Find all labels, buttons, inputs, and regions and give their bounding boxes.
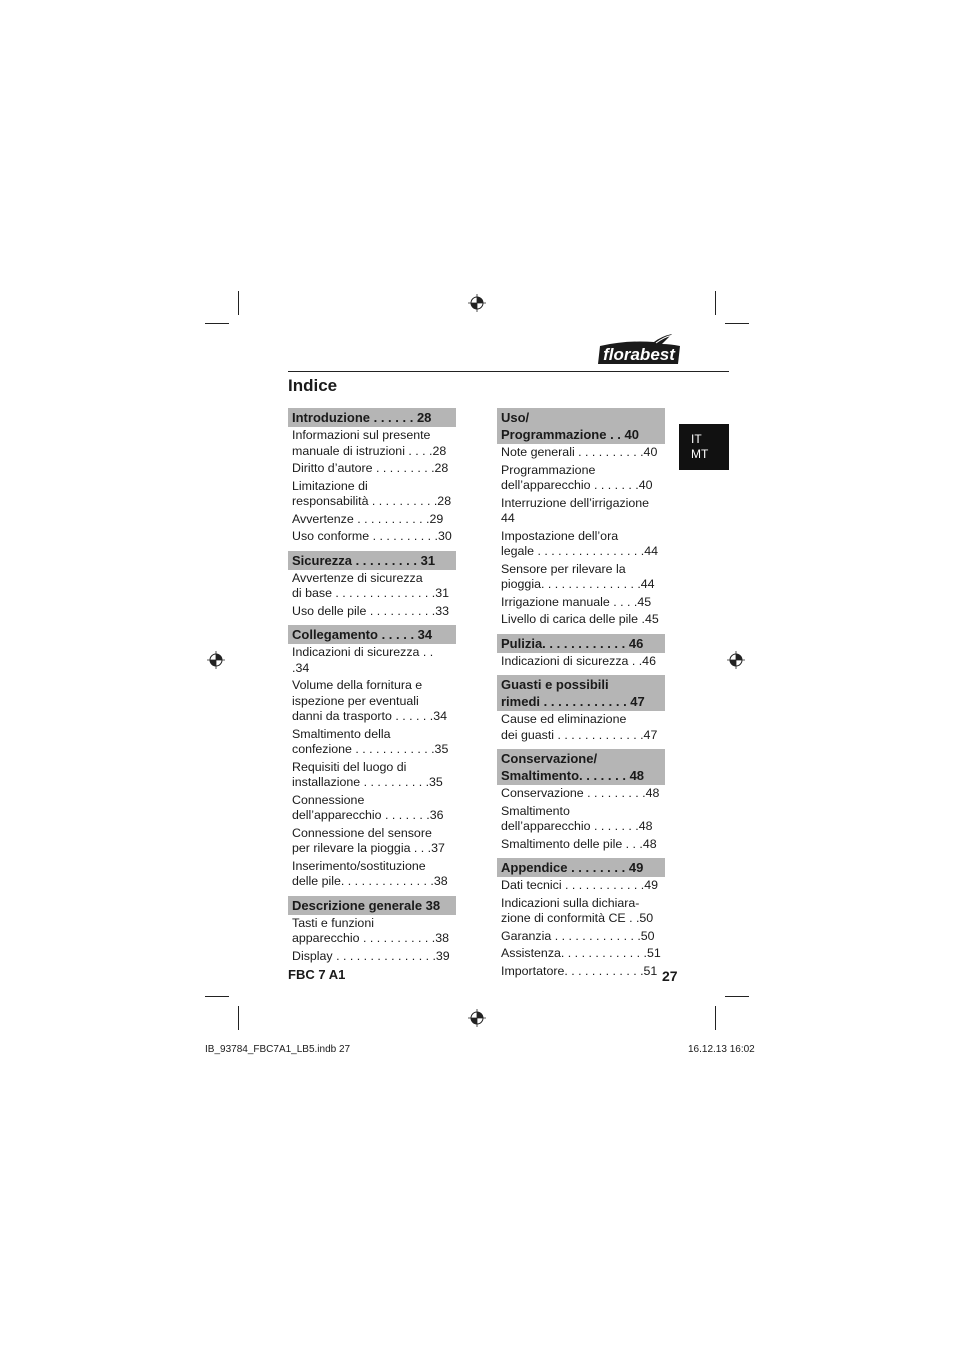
toc-entry-line: Dati tecnici . . . . . . . . . . . .49 (501, 878, 659, 892)
toc-section-heading[interactable] (497, 634, 665, 653)
toc-entry[interactable] (497, 595, 665, 611)
toc-entry[interactable] (497, 562, 665, 593)
toc-entry-line: Smaltimento della (292, 726, 391, 741)
toc-heading-line: rimedi . . . . . . . . . . . . 47 (501, 694, 645, 709)
toc-heading-line: Collegamento . . . . . 34 (292, 627, 433, 642)
slug-date: 16.12.13 16:02 (688, 1044, 755, 1055)
registration-mark-icon (207, 651, 225, 669)
toc-entry-line: Informazioni sul presente (292, 428, 431, 442)
crop-mark (205, 323, 229, 324)
toc-heading-line: Appendice . . . . . . . . 49 (501, 860, 644, 875)
toc-entry[interactable] (497, 786, 665, 802)
toc-heading-line: Guasti e possibili (501, 677, 609, 692)
toc-section (288, 625, 456, 890)
toc-entry[interactable] (497, 529, 665, 560)
toc-entry[interactable] (288, 461, 456, 477)
crop-mark (238, 1006, 239, 1030)
florabest-logo (596, 334, 682, 366)
toc-entry[interactable] (497, 896, 665, 927)
toc-entry[interactable] (288, 529, 456, 545)
toc-entry-line: Conservazione . . . . . . . . .48 (501, 786, 660, 800)
toc-entry[interactable] (497, 612, 665, 628)
toc-entry-line: Indicazioni di sicurezza . .46 (501, 653, 656, 668)
header-rule (288, 371, 729, 372)
crop-mark (205, 996, 229, 997)
toc-entry-line: Indicazioni sulla dichiara- (501, 895, 640, 910)
toc-entry-line: Smaltimento delle pile . . .48 (501, 836, 657, 851)
toc-entry[interactable] (497, 654, 665, 670)
toc-heading-line: Sicurezza . . . . . . . . . 31 (292, 552, 436, 568)
toc-entry[interactable] (288, 793, 456, 824)
toc-entry[interactable] (497, 946, 665, 962)
toc-entry-line: Uso delle pile . . . . . . . . . .33 (292, 603, 450, 618)
toc-entry-line: Programmazione (501, 462, 596, 477)
toc-entry[interactable] (288, 678, 456, 725)
registration-mark-icon (727, 651, 745, 669)
toc-entry-line: Connessione del sensore (292, 825, 432, 840)
toc-entry[interactable] (288, 428, 456, 459)
toc-entry[interactable] (497, 837, 665, 853)
toc-entry[interactable] (288, 859, 456, 890)
toc-entry-line: manuale di istruzioni . . . .28 (292, 443, 447, 458)
toc-section (288, 408, 456, 545)
toc-heading-line: Smaltimento. . . . . . . 48 (501, 768, 645, 783)
toc-entry-line: delle pile. . . . . . . . . . . . . .38 (292, 874, 448, 888)
toc-entry-line: pioggia. . . . . . . . . . . . . . .44 (501, 577, 655, 591)
toc-entry-line: Garanzia . . . . . . . . . . . . .50 (501, 928, 655, 943)
slug-file: IB_93784_FBC7A1_LB5.indb 27 (205, 1044, 351, 1055)
toc-entry-line: Impostazione dell’ora (501, 528, 619, 543)
toc-entry-line: di base . . . . . . . . . . . . . . .31 (292, 586, 450, 600)
toc-section-heading[interactable] (497, 749, 665, 785)
toc-entry-line: Diritto d’autore . . . . . . . . .28 (292, 461, 449, 475)
toc-entry-line: Indicazioni di sicurezza . . .34 (292, 645, 434, 675)
toc-section-heading[interactable] (288, 625, 456, 644)
crop-mark (725, 996, 749, 997)
toc-entry-line: danni da trasporto . . . . . .34 (292, 709, 447, 723)
toc-entry-line: dell’apparecchio . . . . . . .36 (292, 808, 444, 822)
toc-entry-line: Assistenza. . . . . . . . . . . . .51 (501, 946, 661, 960)
crop-mark (238, 291, 239, 315)
toc-entry-line: zione di conformità CE . .50 (501, 911, 654, 925)
language-code: IT (691, 432, 702, 446)
page-title: Indice (288, 376, 338, 395)
toc-entry[interactable] (497, 929, 665, 945)
toc-entry[interactable] (288, 512, 456, 528)
toc-entry-line: Note generali . . . . . . . . . .40 (501, 445, 658, 459)
toc-entry[interactable] (497, 712, 665, 743)
toc-entry[interactable] (288, 916, 456, 947)
toc-entry-line: Volume della fornitura e (292, 678, 423, 692)
toc-section (288, 896, 456, 965)
toc-section (497, 634, 665, 670)
footer-model: FBC 7 A1 (288, 967, 346, 982)
toc-entry-line: per rilevare la pioggia . . .37 (292, 841, 445, 855)
toc-section (288, 551, 456, 620)
toc-entry[interactable] (497, 878, 665, 894)
crop-mark (715, 1006, 716, 1030)
toc-entry-line: Irrigazione manuale . . . .45 (501, 594, 652, 609)
toc-entry-line: Importatore. . . . . . . . . . . .51 (501, 963, 658, 978)
language-code: MT (691, 447, 709, 461)
toc-section-heading[interactable] (288, 896, 456, 915)
toc-section-heading[interactable] (288, 408, 456, 427)
toc-entry-line: Sensore per rilevare la (501, 561, 626, 576)
page-number: 27 (662, 968, 678, 984)
toc-entry[interactable] (497, 964, 665, 980)
registration-mark-icon (468, 294, 486, 312)
toc-entry-line: Smaltimento (501, 803, 570, 818)
toc-entry[interactable] (288, 826, 456, 857)
crop-mark (715, 291, 716, 315)
toc-entry-line: Avvertenze di sicurezza (292, 570, 423, 585)
toc-section (497, 749, 665, 852)
toc-entry-line: Avvertenze . . . . . . . . . . .29 (292, 511, 444, 526)
toc-entry-line: Inserimento/sostituzione (292, 858, 426, 873)
toc-entry[interactable] (288, 571, 456, 602)
toc-heading-line: Pulizia. . . . . . . . . . . . 46 (501, 635, 644, 651)
toc-entry-line: legale . . . . . . . . . . . . . . . .44 (501, 544, 659, 558)
toc-entry-line: Display . . . . . . . . . . . . . . .39 (292, 948, 450, 963)
toc-section (497, 408, 665, 628)
toc-entry[interactable] (497, 463, 665, 494)
toc-section-heading[interactable] (497, 675, 665, 711)
toc-section (497, 675, 665, 743)
toc-entry-line: Uso conforme . . . . . . . . . .30 (292, 529, 452, 543)
toc-heading-line: Descrizione generale 38 (292, 897, 441, 913)
toc-column-left (288, 408, 456, 970)
toc-entry-line: responsabilità . . . . . . . . . .28 (292, 494, 452, 508)
logo-text: florabest (603, 345, 675, 364)
toc-entry[interactable] (497, 496, 665, 527)
toc-entry-line: Tasti e funzioni (292, 915, 374, 930)
toc-heading-line: Uso/ (501, 410, 530, 425)
toc-heading-line: Conservazione/ (501, 751, 598, 766)
registration-mark-icon (468, 1009, 486, 1027)
toc-heading-line: Introduzione . . . . . . 28 (292, 410, 432, 425)
toc-section-heading[interactable] (497, 858, 665, 877)
toc-entry-line: installazione . . . . . . . . . .35 (292, 775, 443, 789)
toc-entry[interactable] (288, 760, 456, 791)
toc-entry-line: Limitazione di (292, 478, 368, 493)
toc-entry-line: Interruzione dell’irrigazione 44 (501, 495, 650, 525)
toc-heading-line: Programmazione . . 40 (501, 427, 639, 442)
toc-entry-line: ispezione per eventuali (292, 693, 419, 708)
toc-entry-line: Connessione (292, 792, 365, 807)
toc-column-right (497, 408, 665, 985)
toc-section-heading[interactable] (288, 551, 456, 570)
toc-entry[interactable] (288, 949, 456, 965)
toc-entry-line: Requisiti del luogo di (292, 759, 407, 774)
language-tab (679, 424, 729, 470)
toc-entry[interactable] (288, 479, 456, 510)
toc-entry[interactable] (497, 445, 665, 461)
toc-entry-line: dell’apparecchio . . . . . . .40 (501, 478, 653, 492)
toc-entry-line: dell’apparecchio . . . . . . .48 (501, 819, 653, 833)
toc-entry[interactable] (288, 645, 456, 676)
toc-section (497, 858, 665, 979)
crop-mark (725, 323, 749, 324)
toc-entry[interactable] (497, 804, 665, 835)
toc-entry[interactable] (288, 727, 456, 758)
toc-entry-line: apparecchio . . . . . . . . . . .38 (292, 931, 450, 945)
toc-entry[interactable] (288, 604, 456, 620)
toc-entry-line: Livello di carica delle pile .45 (501, 612, 659, 626)
toc-entry-line: dei guasti . . . . . . . . . . . . .47 (501, 727, 658, 742)
toc-entry-line: Cause ed eliminazione (501, 712, 627, 726)
toc-section-heading[interactable] (497, 408, 665, 444)
toc-entry-line: confezione . . . . . . . . . . . .35 (292, 742, 449, 756)
